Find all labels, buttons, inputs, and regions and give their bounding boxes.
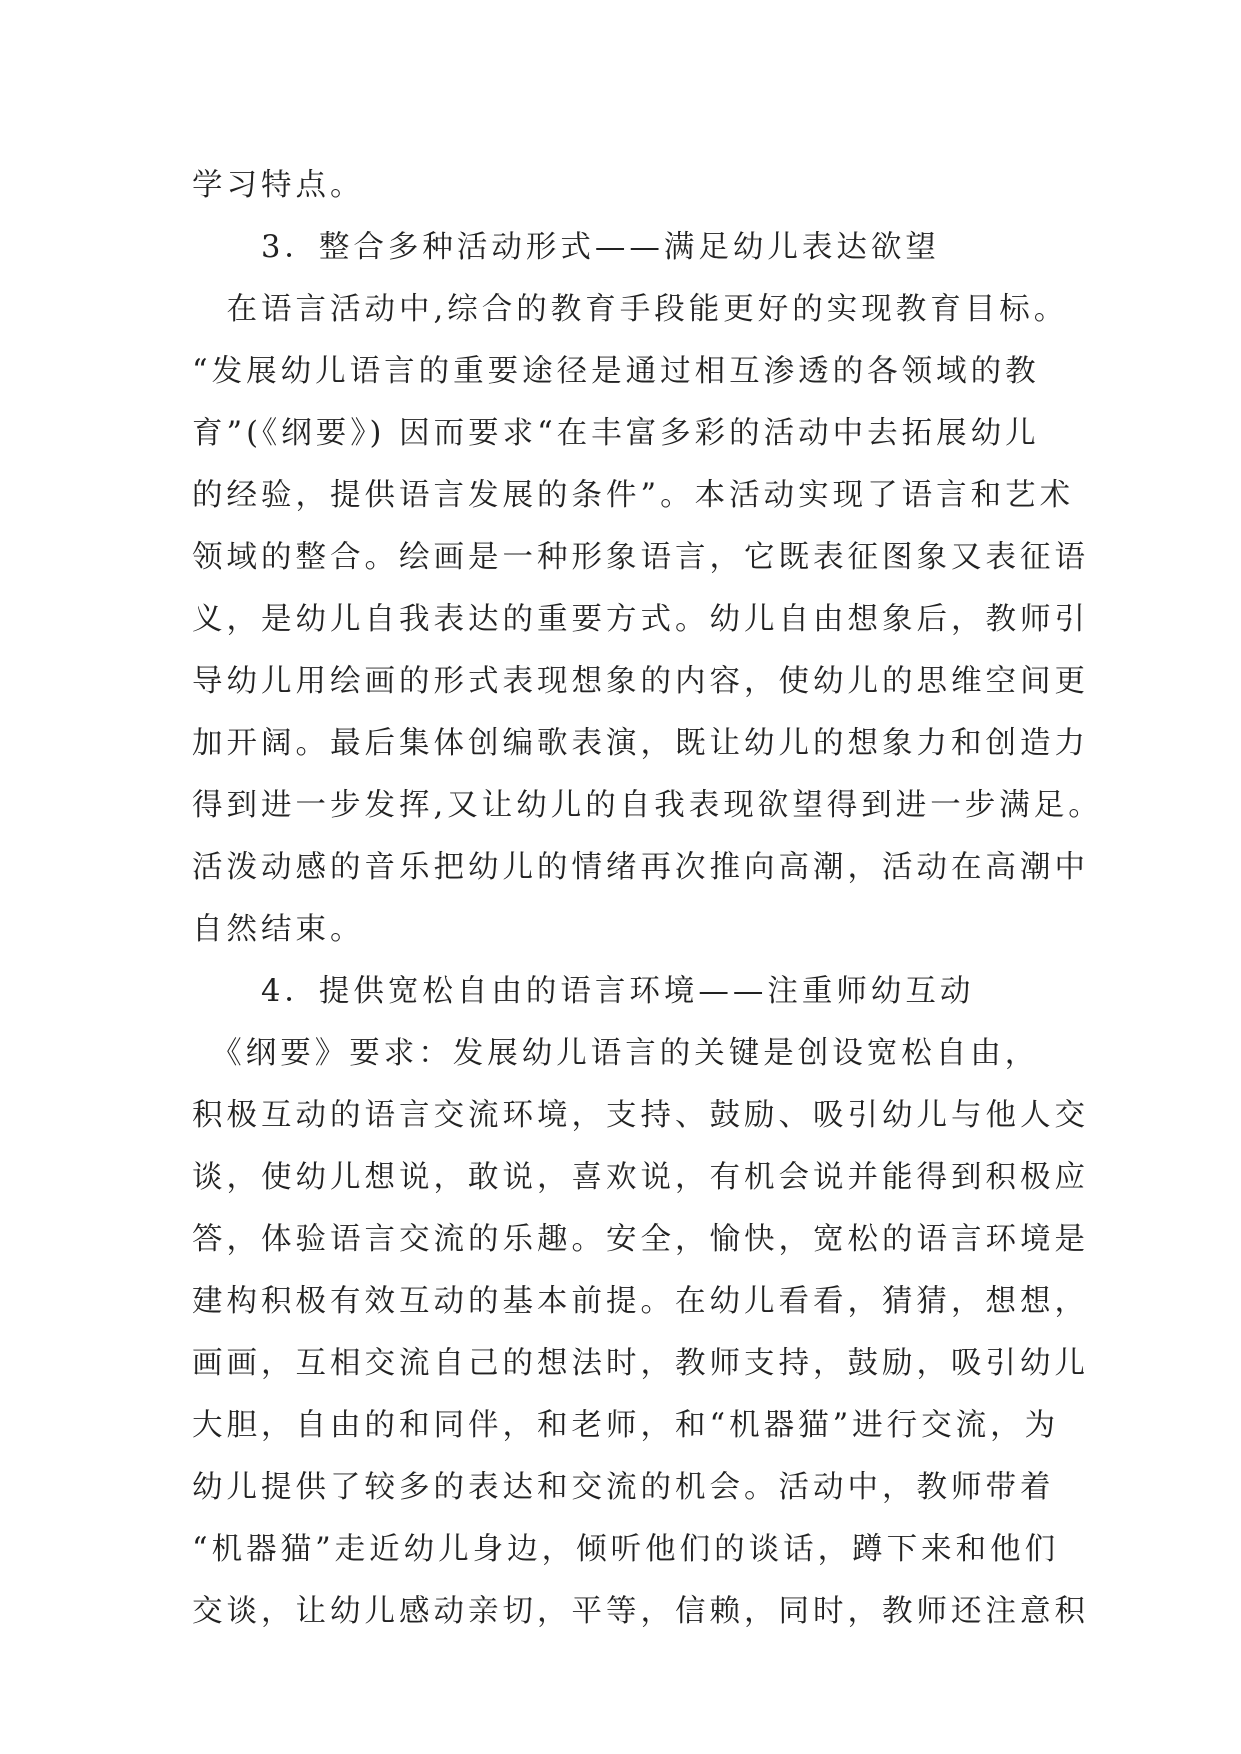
text-line: 领域的整合。绘画是一种形象语言，它既表征图象又表征语 [192, 540, 1089, 575]
text-line: “机器猫”走近幼儿身边，倾听他们的谈话，蹲下来和他们 [192, 1532, 1060, 1567]
text-line: 在语言活动中,综合的教育手段能更好的实现教育目标。 [192, 292, 1069, 327]
text-line: 导幼儿用绘画的形式表现想象的内容，使幼儿的思维空间更 [192, 664, 1089, 699]
text-line: 加开阔。最后集体创编歌表演，既让幼儿的想象力和创造力 [192, 726, 1089, 761]
text-line: 积极互动的语言交流环境，支持、鼓励、吸引幼儿与他人交 [192, 1098, 1089, 1133]
text-line: 建构积极有效互动的基本前提。在幼儿看看，猜猜，想想， [192, 1284, 1089, 1319]
text-line: 画画，互相交流自己的想法时，教师支持，鼓励，吸引幼儿 [192, 1346, 1089, 1381]
text-line: 义，是幼儿自我表达的重要方式。幼儿自由想象后，教师引 [192, 602, 1089, 637]
text-line: “发展幼儿语言的重要途径是通过相互渗透的各领域的教 [192, 354, 1040, 389]
text-line: 谈，使幼儿想说，敢说，喜欢说，有机会说并能得到积极应 [192, 1160, 1089, 1195]
text-line: 答，体验语言交流的乐趣。安全，愉快，宽松的语言环境是 [192, 1222, 1089, 1257]
text-line: 的经验，提供语言发展的条件”。本活动实现了语言和艺术 [192, 478, 1075, 513]
text-line: 交谈，让幼儿感动亲切，平等，信赖，同时，教师还注意积 [192, 1594, 1089, 1629]
text-line: 育”(《纲要》) 因而要求“在丰富多彩的活动中去拓展幼儿 [192, 416, 1040, 451]
section-heading-3: 3．整合多种活动形式——满足幼儿表达欲望 [192, 230, 940, 265]
text-line: 《纲要》要求：发展幼儿语言的关键是创设宽松自由， [192, 1036, 1040, 1071]
text-line: 得到进一步发挥,又让幼儿的自我表现欲望得到进一步满足。 [192, 788, 1103, 823]
text-line: 大胆，自由的和同伴，和老师，和“机器猫”进行交流，为 [192, 1408, 1060, 1443]
text-line: 活泼动感的音乐把幼儿的情绪再次推向高潮，活动在高潮中 [192, 850, 1089, 885]
text-line: 自然结束。 [192, 912, 365, 947]
text-line: 学习特点。 [192, 168, 365, 203]
text-line: 幼儿提供了较多的表达和交流的机会。活动中，教师带着 [192, 1470, 1055, 1505]
body-text [192, 155, 1103, 1643]
section-heading-4: 4．提供宽松自由的语言环境——注重师幼互动 [192, 974, 975, 1009]
